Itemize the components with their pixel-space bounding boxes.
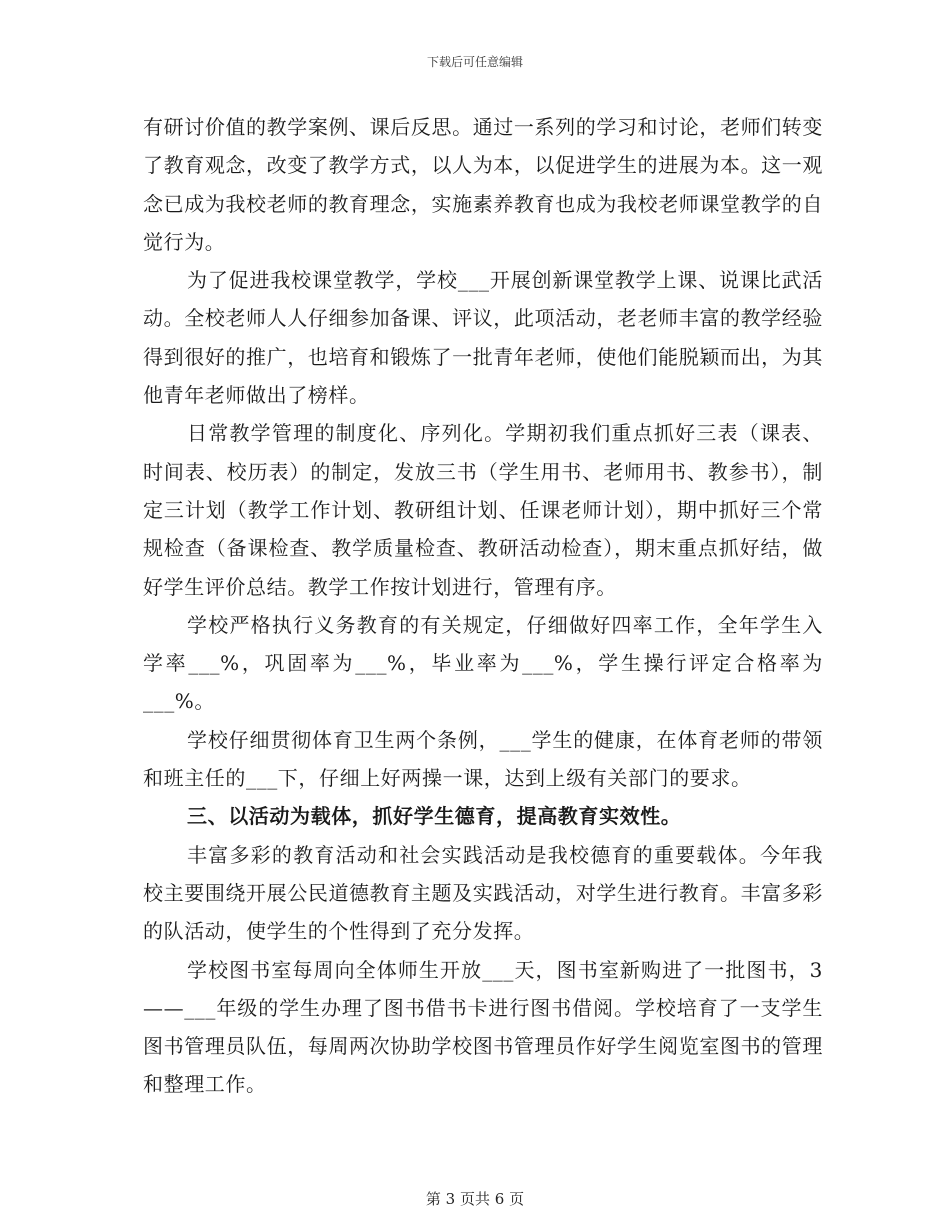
paragraph-classroom-competition: 为了促进我校课堂教学，学校___开展创新课堂教学上课、说课比武活动。全校老师人人仔细参加备课、评议，此项活动，老老师丰富的教学经验得到很好的推广，也培育和锻炼了一批青年老师，使他们能脱颖而出，为其他青年老师做出了榜样。 xyxy=(143,268,823,408)
section-heading-moral-education: 三、以活动为载体，抓好学生德育，提高教育实效性。 xyxy=(187,804,682,829)
paragraph-health-regulations: 学校仔细贯彻体育卫生两个条例，___学生的健康，在体育老师的带领和班主任的___下，仔细上好两操一课，达到上级有关部门的要求。 xyxy=(143,727,823,791)
paragraph-activities: 丰富多彩的教育活动和社会实践活动是我校德育的重要载体。今年我校主要围绕开展公民道德教育主题及实践活动，对学生进行教育。丰富多彩的队活动，使学生的个性得到了充分发挥。 xyxy=(143,842,823,944)
paragraph-teaching-cases: 有研讨价值的教学案例、课后反思。通过一系列的学习和讨论，老师们转变了教育观念，改变了教学方式，以人为本，以促进学生的进展为本。这一观念已成为我校老师的教育理念，实施素养教育也成为我校老师课堂教学的自觉行为。 xyxy=(143,115,823,254)
document-body xyxy=(143,108,823,1104)
page-number-footer: 第 3 页共 6 页 xyxy=(425,1190,525,1208)
paragraph-compulsory-education-rates: 学校严格执行义务教育的有关规定，仔细做好四率工作，全年学生入学率___%，巩固率为___%，毕业率为___%，学生操行评定合格率为___%。 xyxy=(143,612,823,714)
page-header-note: 下载后可任意编辑 xyxy=(426,55,523,69)
paragraph-library: 学校图书室每周向全体师生开放___天，图书室新购进了一批图书，3——___年级的学生办理了图书借书卡进行图书借阅。学校培育了一支学生图书管理员队伍，每周两次协助学校图书管理员作好学生阅览室图书的管理和整理工作。 xyxy=(143,957,823,1097)
paragraph-daily-management: 日常教学管理的制度化、序列化。学期初我们重点抓好三表（课表、时间表、校历表）的制定，发放三书（学生用书、老师用书、教参书），制定三计划（教学工作计划、教研组计划、任课老师计划），期中抓好三个常规检查（备课检查、教学质量检查、教研活动检查），期末重点抓好结，做好学生评价总结。教学工作按计划进行，管理有序。 xyxy=(143,421,823,599)
